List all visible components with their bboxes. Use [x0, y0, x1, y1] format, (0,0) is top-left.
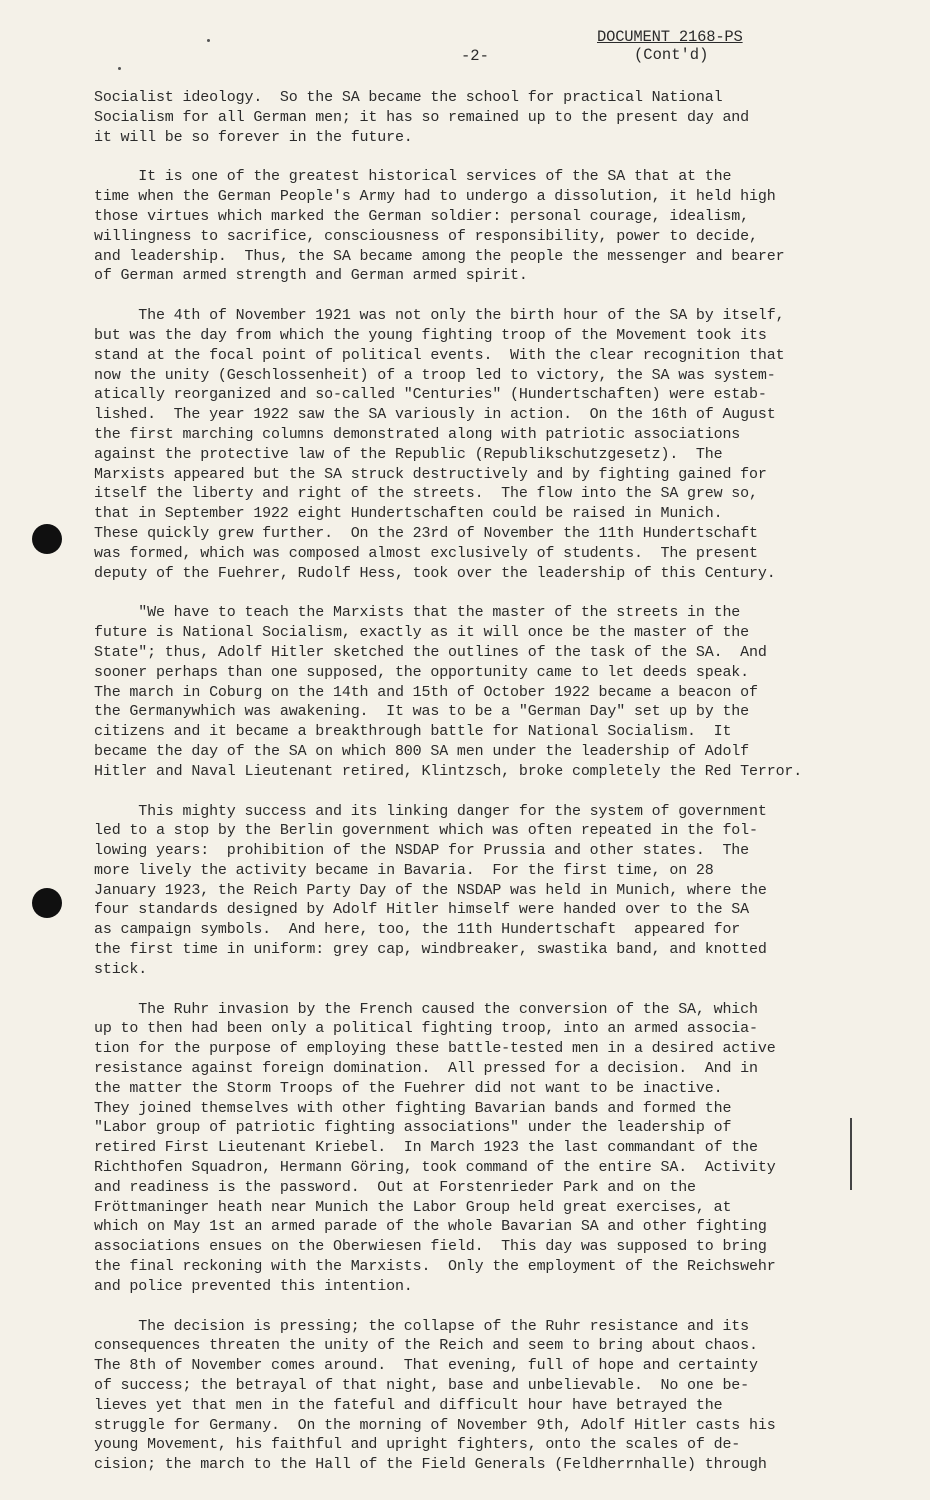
text-line: young Movement, his faithful and upright fighters, onto the scales of de-	[94, 1436, 741, 1454]
text-line: The Ruhr invasion by the French caused the conversion of the SA, which	[94, 1000, 758, 1018]
paragraph	[94, 1000, 894, 1297]
text-line: as campaign symbols. And here, too, the 11th Hundertschaft appeared for	[94, 921, 741, 939]
text-line: resistance against foreign domination. All pressed for a decision. And in	[94, 1060, 758, 1078]
text-line: that in September 1922 eight Hundertschaften could be raised in Munich.	[94, 505, 723, 523]
text-line: future is National Socialism, exactly as it will once be the master of the	[94, 624, 750, 642]
text-line: stick.	[94, 960, 148, 978]
text-line: and readiness is the password. Out at Forstenrieder Park and on the	[94, 1178, 696, 1196]
text-line: the Germanywhich was awakening. It was to be a "German Day" set up by the	[94, 703, 750, 721]
text-line: itself the liberty and right of the streets. The flow into the SA grew so,	[94, 485, 758, 503]
text-line: led to a stop by the Berlin government which was often repeated in the fol-	[94, 822, 758, 840]
text-line: Socialism for all German men; it has so remained up to the present day and	[94, 108, 750, 126]
text-line: State"; thus, Adolf Hitler sketched the outlines of the task of the SA. And	[94, 643, 767, 661]
text-line: "Labor group of patriotic fighting associations" under the leadership of	[94, 1119, 732, 1137]
text-line: four standards designed by Adolf Hitler himself were handed over to the SA	[94, 901, 750, 919]
paragraph	[94, 603, 894, 781]
ink-speck	[118, 67, 121, 70]
paragraph	[94, 802, 894, 980]
punch-hole-icon	[32, 888, 62, 918]
text-line: cision; the march to the Hall of the Field Generals (Feldherrnhalle) through	[94, 1456, 767, 1474]
paragraph	[94, 167, 894, 286]
text-line: more lively the activity became in Bavaria. For the first time, on 28	[94, 861, 714, 879]
text-line: up to then had been only a political fighting troop, into an armed associa-	[94, 1020, 758, 1038]
text-line: was formed, which was composed almost exclusively of students. The present	[94, 544, 758, 562]
text-line: This mighty success and its linking danger for the system of government	[94, 802, 767, 820]
text-line: became the day of the SA on which 800 SA men under the leadership of Adolf	[94, 742, 750, 760]
text-line: Socialist ideology. So the SA became the school for practical National	[94, 89, 723, 106]
text-line: Richthofen Squadron, Hermann Göring, took command of the entire SA. Activity	[94, 1159, 776, 1177]
text-line: lowing years: prohibition of the NSDAP for Prussia and other states. The	[94, 842, 750, 860]
text-line: stand at the focal point of political events. With the clear recognition that	[94, 346, 785, 364]
text-line: now the unity (Geschlossenheit) of a troop led to victory, the SA was system-	[94, 366, 776, 384]
text-line: citizens and it became a breakthrough battle for National Socialism. It	[94, 723, 732, 741]
document-number: DOCUMENT 2168-PS	[597, 28, 743, 46]
ink-speck	[207, 39, 210, 42]
text-line: "We have to teach the Marxists that the master of the streets in the	[94, 604, 741, 622]
document-body	[94, 88, 894, 1495]
text-line: The decision is pressing; the collapse of the Ruhr resistance and its	[94, 1317, 750, 1335]
text-line: retired First Lieutenant Kriebel. In March 1923 the last commandant of the	[94, 1139, 758, 1157]
text-line: but was the day from which the young fighting troop of the Movement took its	[94, 326, 767, 344]
text-line: it will be so forever in the future.	[94, 128, 413, 146]
text-line: struggle for Germany. On the morning of November 9th, Adolf Hitler casts his	[94, 1416, 776, 1434]
text-line: of German armed strength and German armed spirit.	[94, 267, 528, 285]
page-number: -2-	[461, 47, 489, 65]
text-line: Fröttmaninger heath near Munich the Labor Group held great exercises, at	[94, 1198, 732, 1216]
text-line: lished. The year 1922 saw the SA variously in action. On the 16th of August	[94, 406, 776, 424]
paragraph	[94, 1317, 894, 1475]
text-line: associations ensues on the Oberwiesen field. This day was supposed to bring	[94, 1238, 767, 1256]
text-line: sooner perhaps than one supposed, the opportunity came to let deeds speak.	[94, 663, 750, 681]
text-line: willingness to sacrifice, consciousness of responsibility, power to decide,	[94, 227, 758, 245]
text-line: the matter the Storm Troops of the Fuehrer did not want to be inactive.	[94, 1079, 723, 1097]
text-line: deputy of the Fuehrer, Rudolf Hess, took over the leadership of this Century.	[94, 564, 776, 582]
text-line: time when the German People's Army had to undergo a dissolution, it held high	[94, 188, 776, 206]
text-line: the first marching columns demonstrated along with patriotic associations	[94, 425, 741, 443]
text-line: consequences threaten the unity of the Reich and seem to bring about chaos.	[94, 1337, 758, 1355]
text-line: lieves yet that men in the fateful and difficult hour have betrayed the	[94, 1396, 723, 1414]
text-line: atically reorganized and so-called "Centuries" (Hundertschaften) were estab-	[94, 386, 767, 404]
text-line: and police prevented this intention.	[94, 1277, 413, 1295]
text-line: These quickly grew further. On the 23rd of November the 11th Hundertschaft	[94, 524, 758, 542]
text-line: the final reckoning with the Marxists. Only the employment of the Reichswehr	[94, 1258, 776, 1276]
text-line: those virtues which marked the German soldier: personal courage, idealism,	[94, 207, 750, 225]
text-line: The 4th of November 1921 was not only the birth hour of the SA by itself,	[94, 307, 785, 325]
text-line: January 1923, the Reich Party Day of the NSDAP was held in Munich, where the	[94, 881, 767, 899]
text-line: and leadership. Thus, the SA became among the people the messenger and bearer	[94, 247, 785, 265]
text-line: tion for the purpose of employing these battle-tested men in a desired active	[94, 1040, 776, 1058]
text-line: of success; the betrayal of that night, base and unbelievable. No one be-	[94, 1377, 750, 1395]
text-line: the first time in uniform: grey cap, windbreaker, swastika band, and knotted	[94, 941, 767, 959]
paragraph	[94, 306, 894, 583]
continuation-label: (Cont'd)	[634, 46, 709, 64]
text-line: They joined themselves with other fighting Bavarian bands and formed the	[94, 1099, 732, 1117]
text-line: Hitler and Naval Lieutenant retired, Klintzsch, broke completely the Red Terror.	[94, 762, 803, 780]
punch-hole-icon	[32, 524, 62, 554]
text-line: against the protective law of the Republic (Republikschutzgesetz). The	[94, 445, 723, 463]
text-line: Marxists appeared but the SA struck destructively and by fighting gained for	[94, 465, 767, 483]
text-line: It is one of the greatest historical services of the SA that at the	[94, 168, 732, 186]
text-line: The march in Coburg on the 14th and 15th of October 1922 became a beacon of	[94, 683, 758, 701]
text-line: which on May 1st an armed parade of the whole Bavarian SA and other fighting	[94, 1218, 767, 1236]
paragraph	[94, 88, 894, 147]
text-line: The 8th of November comes around. That evening, full of hope and certainty	[94, 1357, 758, 1375]
